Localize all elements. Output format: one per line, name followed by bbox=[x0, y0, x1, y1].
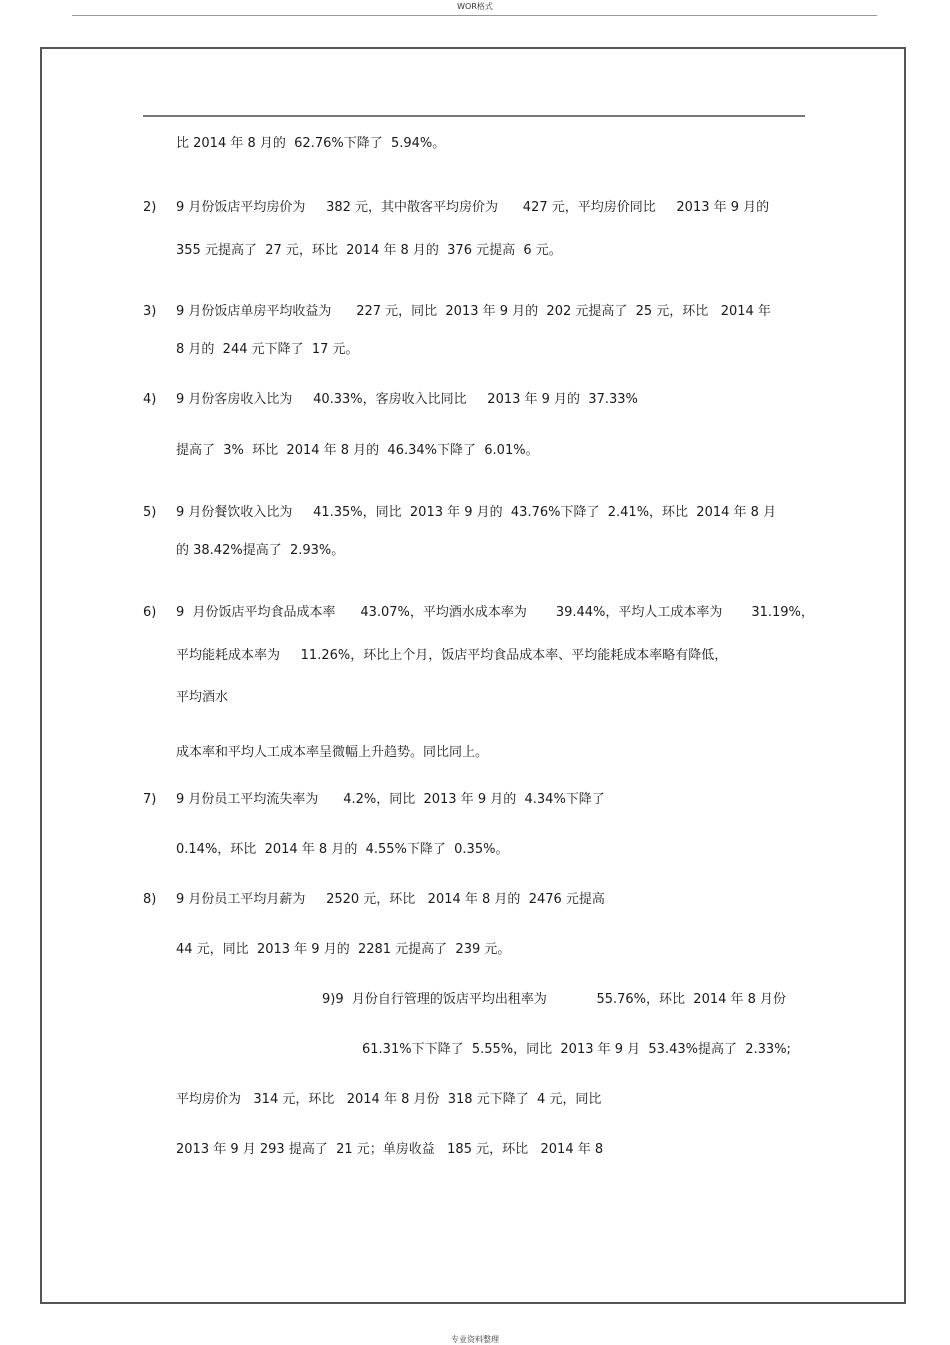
list-number: 6) bbox=[143, 605, 157, 620]
text-line: 的 38.42%提高了 2.93%。 bbox=[176, 543, 345, 558]
top-rule bbox=[143, 115, 805, 117]
text-line: 平均能耗成本率为 11.26%，环比上个月，饭店平均食品成本率、平均能耗成本率略有降低， bbox=[176, 648, 728, 663]
text-line: 44 元，同比 2013 年 9 月的 2281 元提高了 239 元。 bbox=[176, 942, 511, 957]
text-line: 9 月份客房收入比为 40.33%，客房收入比同比 2013 年 9 月的 37.33% bbox=[176, 392, 638, 407]
text-line: 9 月份饭店平均房价为 382 元，其中散客平均房价为 427 元，平均房价同比 2013 年 9 月的 bbox=[176, 200, 770, 215]
text-line: 成本率和平均人工成本率呈微幅上升趋势。同比同上。 bbox=[176, 745, 489, 760]
page-header: WOR格式 bbox=[457, 2, 493, 11]
text-line: 9 月份饭店单房平均收益为 227 元，同比 2013 年 9 月的 202 元提高了 25 元，环比 2014 年 bbox=[176, 304, 771, 319]
list-number: 8) bbox=[143, 892, 157, 907]
text-line: 8 月的 244 元下降了 17 元。 bbox=[176, 342, 359, 357]
text-line: 2013 年 9 月 293 提高了 21 元；单房收益 185 元，环比 2014 年 8 bbox=[176, 1142, 604, 1157]
document-frame bbox=[40, 47, 906, 1304]
list-number: 2) bbox=[143, 200, 157, 215]
text-line: 355 元提高了 27 元，环比 2014 年 8 月的 376 元提高 6 元。 bbox=[176, 243, 562, 258]
list-number: 4) bbox=[143, 392, 157, 407]
list-number: 5) bbox=[143, 505, 157, 520]
header-rule bbox=[72, 15, 877, 16]
text-line: 61.31%下下降了 5.55%，同比 2013 年 9 月 53.43%提高了 2.33%; bbox=[362, 1042, 791, 1057]
text-line: 平均房价为 314 元，环比 2014 年 8 月份 318 元下降了 4 元，同比 bbox=[176, 1092, 602, 1107]
text-line: 0.14%，环比 2014 年 8 月的 4.55%下降了 0.35%。 bbox=[176, 842, 509, 857]
text-line: 9 月份员工平均月薪为 2520 元，环比 2014 年 8 月的 2476 元提高 bbox=[176, 892, 605, 907]
text-line: 比 2014 年 8 月的 62.76%下降了 5.94%。 bbox=[176, 136, 446, 151]
list-number: 3) bbox=[143, 304, 157, 319]
text-line: 提高了 3% 环比 2014 年 8 月的 46.34%下降了 6.01%。 bbox=[176, 443, 539, 458]
page-footer: 专业资料整理 bbox=[451, 1335, 499, 1344]
text-line: 9 月份餐饮收入比为 41.35%，同比 2013 年 9 月的 43.76%下降了 2.41%，环比 2014 年 8 月 bbox=[176, 505, 777, 520]
text-line: 9 月份饭店平均食品成本率 43.07%，平均酒水成本率为 39.44%，平均人工成本率为 31.19%， bbox=[176, 605, 814, 620]
text-line: 9 月份员工平均流失率为 4.2%，同比 2013 年 9 月的 4.34%下降了 bbox=[176, 792, 605, 807]
list-number: 7) bbox=[143, 792, 157, 807]
text-line: 平均酒水 bbox=[176, 690, 229, 705]
text-line: 9)9 月份自行管理的饭店平均出租率为 55.76%，环比 2014 年 8 月份 bbox=[322, 992, 787, 1007]
